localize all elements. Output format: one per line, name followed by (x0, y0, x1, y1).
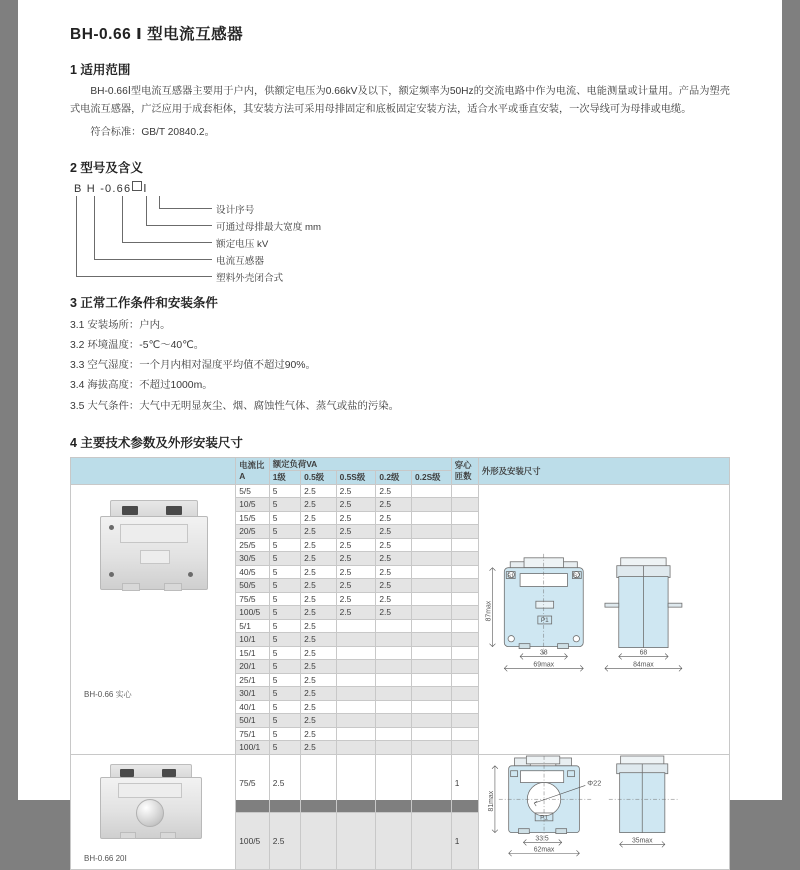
group-2-dimension-cell (478, 754, 729, 870)
cell-value-2 (336, 714, 376, 728)
cell-value-5 (451, 538, 478, 552)
cell-value-2: 2.5 (336, 511, 376, 525)
cell-value-0: 5 (269, 606, 300, 620)
cell-value-5 (451, 727, 478, 741)
cell-value-5 (451, 552, 478, 566)
product-photo-solid (96, 500, 214, 592)
model-code-suffix: Ⅰ (143, 182, 148, 195)
model-label-2: 额定电压 kV (216, 238, 269, 250)
document-content (70, 0, 730, 870)
table-row (71, 754, 730, 812)
cell-value-5 (451, 687, 478, 701)
cell-value-3: 2.5 (376, 484, 412, 498)
ct-foot-right (164, 583, 182, 591)
header-turns-line2: 匝数 (454, 470, 472, 481)
ct-terminal-left (120, 769, 134, 777)
cell-value-3 (376, 673, 412, 687)
cell-value-0: 5 (269, 565, 300, 579)
cell-value-4 (411, 565, 451, 579)
condition-item-3: 3.4 海拔高度：不超过1000m。 (70, 380, 213, 392)
condition-item-2: 3.3 空气湿度：一个月内相对湿度平均值不超过90%。 (70, 360, 316, 372)
primary-p1: P1 (540, 814, 548, 822)
model-label-4: 塑料外壳闭合式 (216, 272, 284, 284)
header-ratio: 电流比A (236, 457, 269, 484)
header-burden-group: 额定负荷VA (269, 457, 451, 471)
cell-value-3: 2.5 (376, 606, 412, 620)
cell-value-5 (451, 498, 478, 512)
ct-screw-br (188, 572, 193, 577)
header-photo-column (71, 457, 236, 484)
cell-value-0: 5 (269, 714, 300, 728)
cell-value-4 (411, 754, 451, 812)
cell-ratio: 50/5 (236, 579, 269, 593)
table-row (71, 484, 730, 498)
page-title: BH-0.66 Ⅰ 型电流互感器 (70, 26, 244, 43)
cell-value-5 (451, 660, 478, 674)
cell-value-0: 2.5 (269, 754, 300, 812)
table-body (71, 484, 730, 870)
cell-value-1: 2.5 (301, 673, 337, 687)
ct-terminal-right (166, 506, 182, 515)
dim-side-inner: 68 (639, 649, 648, 657)
terminal-s1: S1 (507, 573, 515, 580)
dimension-drawing-through-hole (482, 756, 720, 866)
cell-value-2: 2.5 (336, 498, 376, 512)
cell-value-2: 2.5 (336, 484, 376, 498)
cell-value-2 (336, 812, 376, 870)
cell-value-1: 2.5 (301, 660, 337, 674)
cell-ratio: 20/5 (236, 525, 269, 539)
cell-value-0: 2.5 (269, 812, 300, 870)
cell-value-2 (336, 660, 376, 674)
cell-value-4 (411, 687, 451, 701)
header-turns (451, 457, 478, 484)
header-class-2: 0.5S级 (336, 471, 376, 485)
cell-value-1: 2.5 (301, 552, 337, 566)
header-class-3: 0.2级 (376, 471, 412, 485)
cell-value-3 (376, 646, 412, 660)
cell-ratio: 15/1 (236, 646, 269, 660)
cell-value-4 (411, 579, 451, 593)
cell-value-4 (411, 660, 451, 674)
cell-value-4 (411, 646, 451, 660)
cell-value-1: 2.5 (301, 714, 337, 728)
cell-ratio: 20/1 (236, 660, 269, 674)
cell-value-3: 2.5 (376, 511, 412, 525)
cell-value-1: 2.5 (301, 498, 337, 512)
cell-value-0: 5 (269, 741, 300, 755)
cell-value-1: 2.5 (301, 484, 337, 498)
header-class-4: 0.2S级 (411, 471, 451, 485)
cell-value-1: 2.5 (301, 700, 337, 714)
dimension-drawing-solid (482, 544, 720, 692)
cell-value-1: 2.5 (301, 633, 337, 647)
header-turns-line1: 穿心 (454, 460, 472, 471)
section-1-paragraph-1: BH-0.66Ⅰ型电流互感器主要用于户内，供额定电压为0.66kV及以下，额定频率为50Hz的交流电路中作为电流、电能测量或计量用。产品为塑壳式电流互感器，广泛应用于成套柜体，其安装方法可采用母排固定和底板固定安装方法，适合水平或垂直安装，一次导线可为母排或电缆。 (70, 86, 730, 115)
dim-side-width: 84max (632, 661, 654, 669)
cell-value-0: 5 (269, 498, 300, 512)
condition-item-0: 3.1 安装场所：户内。 (70, 319, 171, 331)
dim-side-width: 35max (631, 837, 653, 845)
ct-nameplate (120, 524, 188, 543)
cell-value-4 (411, 484, 451, 498)
cell-value-0: 5 (269, 579, 300, 593)
cell-value-1 (301, 812, 337, 870)
cell-value-5 (451, 714, 478, 728)
section-2-heading: 2 型号及含义 (70, 160, 143, 175)
ct-foot-left (122, 583, 140, 591)
model-label-1: 可通过母排最大宽度 mm (216, 221, 321, 233)
cell-value-2 (336, 754, 376, 812)
cell-value-2: 2.5 (336, 565, 376, 579)
cell-value-3: 2.5 (376, 498, 412, 512)
cell-ratio: 75/1 (236, 727, 269, 741)
cell-value-3 (376, 700, 412, 714)
cell-value-5 (451, 484, 478, 498)
cell-ratio: 50/1 (236, 714, 269, 728)
ct-foot-right (160, 832, 176, 839)
cell-value-3 (376, 619, 412, 633)
model-code (74, 181, 148, 195)
cell-ratio: 75/5 (236, 754, 269, 812)
cell-ratio: 5/1 (236, 619, 269, 633)
cell-value-1: 2.5 (301, 525, 337, 539)
cell-value-4 (411, 511, 451, 525)
dim-hole: Φ22 (587, 778, 602, 788)
model-designation-diagram (70, 181, 730, 284)
group-1-dimension-cell (478, 484, 729, 754)
cell-value-0: 5 (269, 660, 300, 674)
group-2-caption: BH-0.66 20Ⅰ (84, 853, 127, 863)
ct-center-hole (136, 799, 164, 827)
cell-ratio: 30/1 (236, 687, 269, 701)
cell-value-2 (336, 619, 376, 633)
dim-width: 69max (533, 661, 555, 669)
cell-value-0: 5 (269, 687, 300, 701)
cell-value-0: 5 (269, 592, 300, 606)
cell-value-2: 2.5 (336, 606, 376, 620)
cell-value-4 (411, 619, 451, 633)
cell-value-3 (376, 660, 412, 674)
section-1-paragraph-2: 符合标准：GB/T 20840.2。 (90, 126, 215, 138)
cell-value-2: 2.5 (336, 579, 376, 593)
cell-value-1: 2.5 (301, 565, 337, 579)
cell-ratio: 100/5 (236, 812, 269, 870)
cell-value-3: 2.5 (376, 525, 412, 539)
table-header-row-1 (71, 457, 730, 471)
cell-value-4 (411, 727, 451, 741)
dim-height: 87max (485, 600, 493, 622)
ct-nameplate (118, 783, 182, 798)
cell-value-5 (451, 565, 478, 579)
cell-value-3 (376, 741, 412, 755)
cell-ratio: 75/5 (236, 592, 269, 606)
model-code-box (132, 181, 142, 191)
cell-value-2 (336, 741, 376, 755)
cell-ratio: 40/1 (236, 700, 269, 714)
cell-ratio: 100/1 (236, 741, 269, 755)
dim-height: 81max (487, 790, 495, 812)
cell-value-0: 5 (269, 633, 300, 647)
section-4-heading: 4 主要技术参数及外形安装尺寸 (70, 435, 243, 450)
dim-center-dist: 33.5 (535, 835, 549, 843)
cell-value-5: 1 (451, 812, 478, 870)
cell-value-1: 2.5 (301, 592, 337, 606)
dim-center-dist: 38 (539, 649, 548, 657)
cell-value-1: 2.5 (301, 687, 337, 701)
cell-value-4 (411, 812, 451, 870)
cell-value-2 (336, 633, 376, 647)
cell-value-2 (336, 727, 376, 741)
cell-value-0: 5 (269, 538, 300, 552)
section-3-heading: 3 正常工作条件和安装条件 (70, 295, 218, 310)
cell-value-5 (451, 606, 478, 620)
cell-value-1: 2.5 (301, 646, 337, 660)
ct-screw-tl (109, 525, 114, 530)
dim-width: 62max (533, 846, 555, 854)
model-code-prefix: B H -0.66 (74, 182, 132, 195)
cell-value-4 (411, 714, 451, 728)
header-dimensions: 外形及安装尺寸 (478, 457, 729, 484)
cell-value-0: 5 (269, 525, 300, 539)
cell-ratio: 25/1 (236, 673, 269, 687)
cell-value-3 (376, 754, 412, 812)
cell-value-3: 2.5 (376, 538, 412, 552)
group-1-photo-cell (71, 484, 236, 754)
header-class-0: 1级 (269, 471, 300, 485)
cell-value-1 (301, 754, 337, 812)
cell-value-2: 2.5 (336, 525, 376, 539)
cell-value-1: 2.5 (301, 579, 337, 593)
cell-value-5 (451, 579, 478, 593)
product-photo-through-hole (98, 764, 210, 840)
cell-value-0: 5 (269, 511, 300, 525)
cell-value-3: 2.5 (376, 579, 412, 593)
cell-value-5 (451, 673, 478, 687)
cell-value-3 (376, 714, 412, 728)
cell-ratio: 15/5 (236, 511, 269, 525)
cell-value-5 (451, 633, 478, 647)
cell-ratio: 100/5 (236, 606, 269, 620)
group-1-caption: BH-0.66 实心 (84, 689, 132, 699)
cell-value-1: 2.5 (301, 606, 337, 620)
cell-value-2 (336, 700, 376, 714)
primary-p1: P1 (540, 617, 549, 625)
condition-item-4: 3.5 大气条件：大气中无明显灰尘、烟、腐蚀性气体、蒸气或盐的污染。 (70, 400, 400, 412)
cell-value-4 (411, 592, 451, 606)
ct-window-slot (140, 550, 170, 564)
cell-value-3 (376, 812, 412, 870)
cell-value-5 (451, 700, 478, 714)
cell-ratio: 10/1 (236, 633, 269, 647)
cell-value-5: 1 (451, 754, 478, 812)
cell-value-5 (451, 619, 478, 633)
model-label-3: 电流互感器 (216, 255, 264, 267)
model-label-0: 设计序号 (216, 204, 255, 216)
cell-ratio: 40/5 (236, 565, 269, 579)
cell-value-0: 5 (269, 484, 300, 498)
cell-value-4 (411, 552, 451, 566)
cell-value-0: 5 (269, 727, 300, 741)
group-2-photo-cell (71, 754, 236, 870)
cell-value-1: 2.5 (301, 741, 337, 755)
cell-value-4 (411, 633, 451, 647)
cell-value-1: 2.5 (301, 619, 337, 633)
cell-value-5 (451, 511, 478, 525)
cell-value-0: 5 (269, 619, 300, 633)
cell-value-2: 2.5 (336, 592, 376, 606)
cell-ratio: 5/5 (236, 484, 269, 498)
cell-value-3 (376, 687, 412, 701)
cell-value-3: 2.5 (376, 592, 412, 606)
cell-value-0: 5 (269, 700, 300, 714)
ct-terminal-right (162, 769, 176, 777)
terminal-s2: S2 (573, 573, 581, 580)
cell-value-0: 5 (269, 552, 300, 566)
ct-terminal-left (122, 506, 138, 515)
condition-item-1: 3.2 环境温度：-5℃～40℃。 (70, 339, 205, 351)
section-1-heading: 1 适用范围 (70, 63, 131, 77)
cell-ratio: 30/5 (236, 552, 269, 566)
cell-value-4 (411, 741, 451, 755)
cell-value-2: 2.5 (336, 552, 376, 566)
cell-value-4 (411, 538, 451, 552)
specifications-table (70, 457, 730, 870)
cell-value-1: 2.5 (301, 727, 337, 741)
cell-value-2 (336, 646, 376, 660)
cell-value-2 (336, 687, 376, 701)
cell-value-1: 2.5 (301, 538, 337, 552)
header-class-1: 0.5级 (301, 471, 337, 485)
ct-screw-bl (109, 572, 114, 577)
leader-line-5 (76, 196, 212, 277)
cell-value-4 (411, 673, 451, 687)
document-page (18, 0, 782, 863)
cell-ratio: 25/5 (236, 538, 269, 552)
cell-value-4 (411, 606, 451, 620)
cell-value-5 (451, 741, 478, 755)
cell-ratio: 10/5 (236, 498, 269, 512)
cell-value-1: 2.5 (301, 511, 337, 525)
cell-value-3 (376, 633, 412, 647)
cell-value-4 (411, 525, 451, 539)
cell-value-3: 2.5 (376, 552, 412, 566)
cell-value-5 (451, 525, 478, 539)
cell-value-0: 5 (269, 673, 300, 687)
cell-value-4 (411, 700, 451, 714)
cell-value-5 (451, 646, 478, 660)
cell-value-4 (411, 498, 451, 512)
cell-value-2 (336, 673, 376, 687)
cell-value-0: 5 (269, 646, 300, 660)
cell-value-3 (376, 727, 412, 741)
ct-foot-left (120, 832, 136, 839)
cell-value-5 (451, 592, 478, 606)
cell-value-2: 2.5 (336, 538, 376, 552)
cell-value-3: 2.5 (376, 565, 412, 579)
